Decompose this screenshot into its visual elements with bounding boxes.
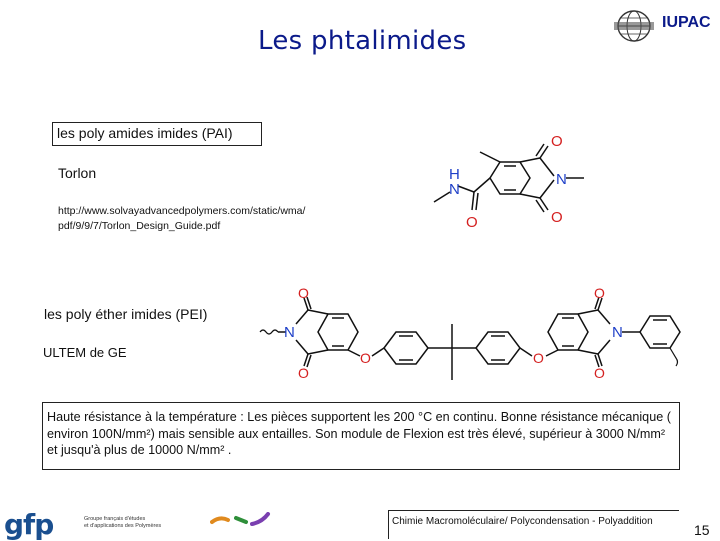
torlon-url-line1[interactable]: http://www.solvayadvancedpolymers.com/static/wma/ bbox=[58, 205, 306, 217]
properties-text: Haute résistance à la température : Les pièces supportent les 200 °C en continu. Bonne résistance mécanique ( environ 100N/mm²) mais sensible aux entailles. Son module de Flexion est très élevé, supérieur à 3000 N/mm² et jusqu'à plus de 10000 N/mm² . bbox=[47, 410, 671, 457]
pei-nitrogen-left: N bbox=[284, 324, 295, 341]
pei-oxygen-right-top: O bbox=[594, 285, 605, 301]
pai-nh-n: N bbox=[449, 181, 460, 198]
pei-oxygen-left-top: O bbox=[298, 285, 309, 301]
gfp-subtitle-line1: Groupe français d'études bbox=[84, 516, 146, 522]
pei-ether-oxygen-left: O bbox=[360, 350, 371, 366]
course-title: Chimie Macromoléculaire/ Polycondensation - Polyaddition bbox=[392, 516, 653, 527]
torlon-url-line2[interactable]: pdf/9/9/7/Torlon_Design_Guide.pdf bbox=[58, 220, 221, 232]
ultem-trade-name: ULTEM de GE bbox=[43, 345, 127, 360]
page-number: 15 bbox=[694, 522, 710, 538]
pai-oxygen-amide: O bbox=[466, 214, 478, 231]
pei-oxygen-left-bottom: O bbox=[298, 365, 309, 381]
pei-nitrogen-right: N bbox=[612, 324, 623, 341]
iupac-globe-logo bbox=[612, 6, 656, 46]
gfp-subtitle-line2: et d'applications des Polymères bbox=[84, 523, 162, 529]
pai-nh-h: H bbox=[449, 166, 460, 183]
pai-benzene-ring bbox=[490, 162, 530, 194]
gfp-subtitle bbox=[84, 516, 194, 530]
torlon-trade-name: Torlon bbox=[58, 165, 97, 181]
iupac-label: IUPAC bbox=[662, 14, 711, 31]
pai-oxygen-bottom: O bbox=[551, 209, 563, 226]
pai-nitrogen-imide: N bbox=[556, 171, 567, 188]
pei-structure bbox=[256, 284, 696, 384]
pei-oxygen-right-bottom: O bbox=[594, 365, 605, 381]
pai-oxygen-top: O bbox=[551, 133, 563, 150]
slide-title: Les phtalimides bbox=[258, 26, 467, 56]
pai-label: les poly amides imides (PAI) bbox=[57, 125, 233, 141]
pai-structure bbox=[420, 130, 620, 235]
gfp-logo: gfp bbox=[4, 508, 54, 541]
pei-ether-oxygen-right: O bbox=[533, 350, 544, 366]
torlon-url[interactable] bbox=[58, 204, 358, 234]
pei-label: les poly éther imides (PEI) bbox=[44, 306, 208, 322]
decorative-strokes-icon bbox=[210, 512, 274, 528]
